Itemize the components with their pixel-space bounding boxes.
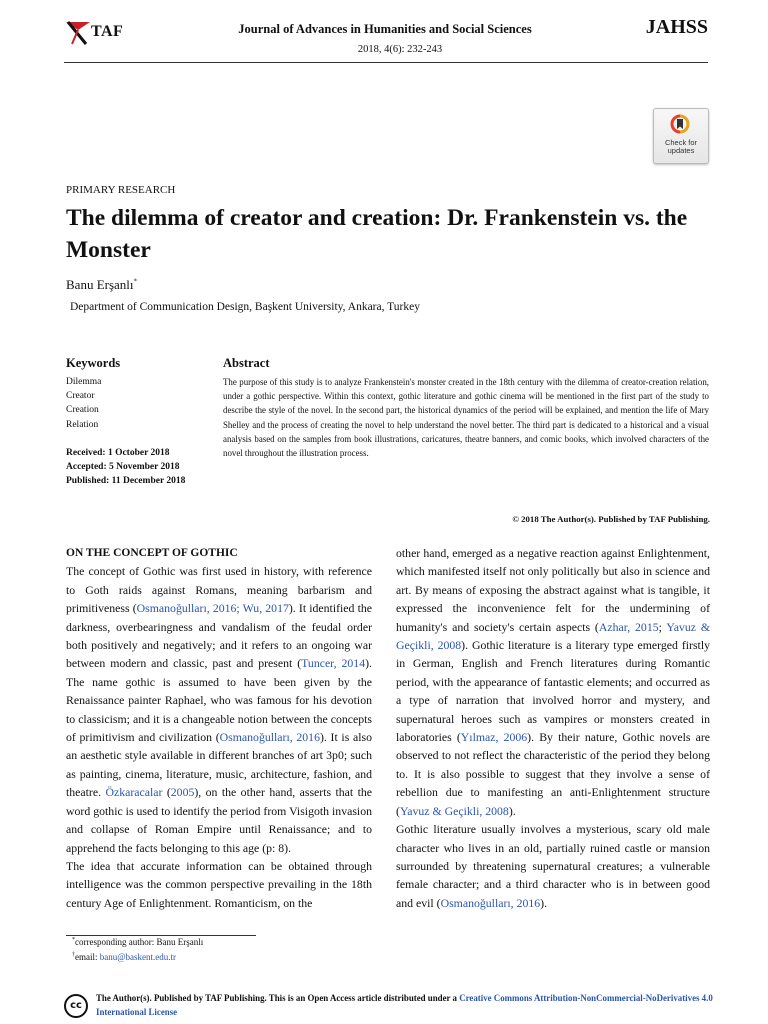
received-date: Received: 1 October 2018 — [66, 448, 170, 458]
citation-link[interactable]: Osmanoğulları, 2016 — [440, 895, 541, 910]
keyword-list — [66, 375, 101, 432]
footnote-email: †email: banu@baskent.edu.tr — [72, 952, 177, 962]
section-heading: ON THE CONCEPT OF GOTHIC — [66, 547, 238, 559]
header-rule — [64, 62, 708, 63]
author-name: Banu Erşanlı — [66, 277, 134, 292]
check-for-updates-label: Check for updates — [664, 138, 698, 155]
email-link[interactable]: banu@baskent.edu.tr — [99, 952, 177, 962]
logo-text: TAF — [91, 23, 124, 40]
keyword-item: Relation — [66, 419, 99, 430]
paragraph: The idea that accurate information can be obtained through intelligence was the common perspective prevailing in the 18th century Age of Enlightenment. Romanticism, on the — [66, 858, 372, 910]
keyword-item: Dilemma — [66, 377, 102, 387]
body-column-right — [396, 544, 710, 912]
citation-link[interactable]: Osmanoğulları, 2016; Wu, 2017 — [136, 601, 289, 616]
copyright: © 2018 The Author(s). Published by TAF Publishing. — [512, 514, 710, 524]
keywords-heading: Keywords — [66, 356, 121, 370]
citation-link[interactable]: Osmanoğulları, 2016 — [219, 730, 320, 745]
article-title: The dilemma of creator and creation: Dr. Frankenstein vs. the Monster — [66, 205, 688, 263]
citation-link[interactable]: Yavuz & Geçikli, 2008 — [399, 803, 509, 818]
citation-link[interactable]: 2005 — [170, 785, 195, 800]
journal-name: Journal of Advances in Humanities and Social Sciences — [238, 22, 532, 36]
affiliation: Department of Communication Design, Başkent University, Ankara, Turkey — [70, 301, 420, 313]
abstract-text: The purpose of this study is to analyze Frankenstein's monster created in the 18th century with the dilemma of creator-creation relation, under a gothic perspective. Within this context, gothic literature and gothic cinema will be mentioned in the first part of the study to describe the style of the novel. In the second part, the historical dynamics of the period will be explained, and mention the life of Mary Shelley and the process of creating the novel to help understand the novel better. The third part is dedicated to a historical and a visual analysis based on the samples from book illustrations, caricatures, theatre banners, and comic books, which involved characters of the novel throughout the illustration process. — [223, 377, 709, 459]
paragraph: Gothic literature usually involves a mysterious, scary old male character who lives in an old, partially ruined castle or mansion surrounded by threatening supernatural creatures; a vulnerable female character; and a third character who is in between good and evil (Osmanoğulları, 2016). — [396, 822, 710, 910]
check-for-updates-button[interactable] — [653, 108, 709, 164]
section-label: PRIMARY RESEARCH — [66, 184, 176, 196]
bookmark-icon — [670, 114, 690, 134]
citation-link[interactable]: Yılmaz, 2006 — [460, 730, 528, 745]
abstract-heading: Abstract — [223, 356, 270, 370]
paragraph: The concept of Gothic was first used in history, with reference to Goth raids against Romans, meaning barbarism and primitiveness (Osmanoğulları, 2016; Wu, 2017). It identified the darkness, overbearingness and vandalism of the feudal order both positively and negatively; and it refers to an ongoing war between modern and classic, past and present (Tuncer, 2014). The name gothic is assumed to have been given by the Renaissance painter Raphael, who was famous for his devotion to classicism; and it is a changeable notion between the concepts of primitivism and civilization (Osmanoğulları, 2016). It is also an aesthetic style available in different branches of art 3p0; such as painting, cinema, literature, music, architecture, fashion, and theatre. Özkaracalar (2005), on the other hand, asserts that the word gothic is used to identify the period from Visigoth invasion and collapse of Roman Empire until Renaissance; and to apprehend the facts belonging to this age (p: 8). — [66, 564, 372, 855]
citation-link[interactable]: Özkaracalar — [105, 785, 163, 800]
citation-link[interactable]: Tuncer, 2014 — [301, 656, 366, 671]
keyword-item: Creation — [66, 405, 99, 416]
author-mark: * — [133, 277, 138, 286]
body-column-left — [66, 544, 372, 912]
published-date: Published: 11 December 2018 — [66, 476, 186, 487]
article-dates — [66, 446, 185, 489]
taf-logo — [64, 18, 144, 46]
license-link[interactable]: Creative Commons Attribution-NonCommercial-NoDerivatives 4.0 International License — [96, 993, 713, 1017]
citation-link[interactable]: Yavuz & Geçikli, 2008 — [396, 619, 711, 653]
footnote-corresponding: *corresponding author: Banu Erşanlı — [72, 937, 204, 947]
author — [66, 277, 137, 293]
footnote-rule — [66, 935, 256, 936]
creative-commons-icon: cc — [64, 994, 88, 1018]
license-notice: The Author(s). Published by TAF Publishing. This is an Open Access article distributed under a Creative Commons Attribution-NonCommercial-NoDerivatives 4.0 International License — [96, 993, 713, 1017]
journal-abbrev: JAHSS — [645, 16, 708, 38]
taf-star-icon — [64, 18, 94, 46]
citation: 2018, 4(6): 232-243 — [357, 44, 443, 55]
paragraph: other hand, emerged as a negative reaction against Enlightenment, which manifested itself not only politically but also in science and art. By means of exposing the abstract against what is tangible, it expressed the inconvenience felt for the undermining of humanity's and society's certain aspects (Azhar, 2015; Yavuz & Geçikli, 2008). Gothic literature is a literary type emerged firstly in German, English and French literatures during Romantic period, with the appearance of fantastic elements; and occurred as a type of narration that involved horror and mystery, and supernatural heroes such as vampires or monsters created in laboratories (Yılmaz, 2006). By their nature, Gothic novels are observed to not reflect the characteristic of the period they belong to. It is also possible to suggest that they involve a sense of rebellion due to manifesting an anti-Enlightenment structure (Yavuz & Geçikli, 2008). — [396, 546, 711, 818]
accepted-date: Accepted: 5 November 2018 — [66, 462, 180, 473]
citation-link[interactable]: Azhar, 2015 — [598, 619, 659, 634]
keyword-item: Creator — [66, 391, 95, 402]
